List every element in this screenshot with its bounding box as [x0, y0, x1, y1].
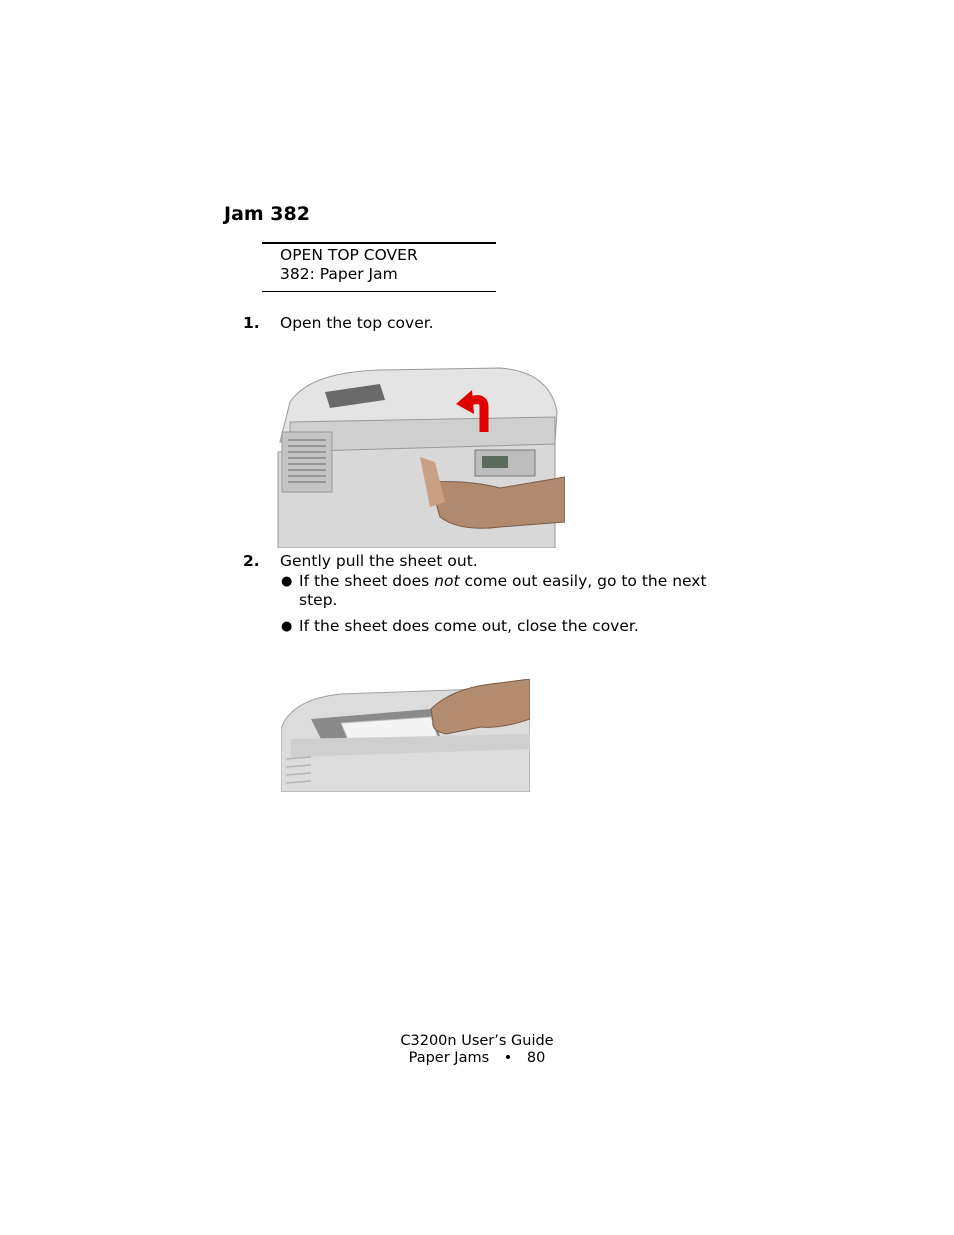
panel-line-2: 382: Paper Jam — [280, 265, 398, 283]
footer-separator: • — [503, 1050, 513, 1066]
bullet-1-post: come out easily, go to the next — [459, 572, 707, 590]
bullet-1-emphasis: not — [434, 572, 460, 590]
step-2-text: Gently pull the sheet out. — [280, 552, 478, 570]
panel-line-1: OPEN TOP COVER — [280, 246, 418, 264]
step-1-number: 1. — [243, 314, 260, 332]
printer-open-cover-illustration — [270, 362, 565, 548]
operator-panel-message — [262, 242, 496, 292]
footer-guide-title: C3200n User’s Guide — [400, 1033, 554, 1049]
bullet-1-dot: ● — [281, 574, 293, 589]
footer-page-number: 80 — [526, 1050, 546, 1066]
bullet-2-dot: ● — [281, 619, 293, 634]
bullet-1-text — [299, 572, 707, 590]
pull-sheet-illustration — [281, 679, 530, 792]
section-title: Jam 382 — [224, 203, 310, 225]
bullet-2-text: If the sheet does come out, close the cover. — [299, 617, 639, 635]
bullet-1-pre: If the sheet does — [299, 572, 435, 590]
footer-page-info — [0, 1050, 954, 1066]
step-1-text: Open the top cover. — [280, 314, 434, 332]
step-2-number: 2. — [243, 552, 260, 570]
bullet-1-continuation: step. — [299, 591, 338, 609]
footer-section: Paper Jams — [408, 1050, 490, 1066]
